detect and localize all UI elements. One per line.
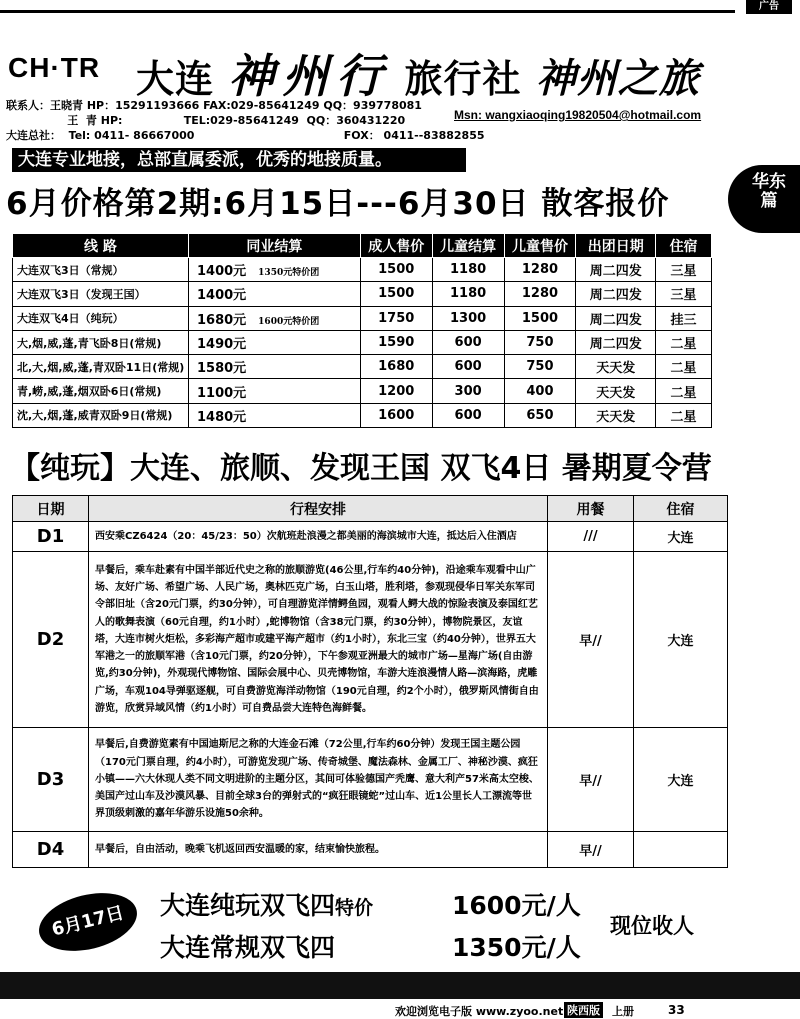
col-lodging: 住宿 [634, 496, 728, 522]
top-rule [0, 10, 735, 13]
contact-info [6, 98, 728, 143]
special-note: 1350元特价团 [258, 268, 320, 279]
brand-city: 大连 [136, 57, 215, 101]
route-cell: 大,烟,威,蓬,青飞卧8日(常规) [13, 330, 189, 354]
lodging-cell: 大连 [634, 552, 728, 728]
special-note: 1600元特价团 [258, 316, 320, 327]
itinerary-row [13, 522, 728, 552]
col-adult: 成人售价 [360, 234, 432, 258]
itinerary-table [12, 495, 728, 868]
onsite-note: 现位收人 [610, 914, 694, 938]
peer-price: 1100元 [196, 385, 247, 401]
child-peer-cell: 1180 [432, 282, 504, 306]
schedule-cell: 早餐后，自由活动，晚乘飞机返回西安温暖的家，结束愉快旅程。 [89, 832, 548, 868]
child-peer-cell: 1180 [432, 258, 504, 282]
brand-slogan: 神州之旅 [535, 55, 700, 102]
day-cell: D2 [13, 552, 89, 728]
promo-product-2: 大连常规双飞四 [160, 933, 336, 962]
price-title: 6月价格第2期:6月15日---6月30日 散客报价 [6, 186, 670, 222]
promo-section [0, 878, 800, 962]
contact-line-3: 大连总社： Tel: 0411- 86667000 FOX： 0411--83882855 [6, 129, 485, 142]
footer-volume: 上册 [612, 1005, 634, 1018]
promo-price-2: 1350元/人 [452, 933, 581, 962]
peer-price: 1580元 [196, 361, 247, 377]
table-row [13, 403, 712, 427]
promo-product-1: 大连纯玩双飞四 [160, 891, 336, 920]
peer-cell [188, 306, 360, 330]
promo-line-2 [160, 928, 335, 964]
col-child-peer: 儿童结算 [432, 234, 504, 258]
side-tab-label: 华东篇 [752, 172, 786, 211]
itinerary-row [13, 552, 728, 728]
peer-cell [188, 355, 360, 379]
child-cell: 750 [504, 330, 576, 354]
col-meal: 用餐 [548, 496, 634, 522]
route-cell: 大连双飞3日（常规） [13, 258, 189, 282]
route-cell: 大连双飞4日（纯玩） [13, 306, 189, 330]
child-peer-cell: 600 [432, 355, 504, 379]
child-peer-cell: 600 [432, 330, 504, 354]
lodging-cell: 大连 [634, 728, 728, 832]
itinerary-row [13, 832, 728, 868]
promo-price-1: 1600元/人 [452, 891, 581, 920]
child-peer-cell: 600 [432, 403, 504, 427]
brand-agency: 旅行社 [404, 57, 522, 101]
child-peer-cell: 300 [432, 379, 504, 403]
bottom-bar [0, 972, 800, 999]
footer-site[interactable]: 欢迎浏览电子版 www.zyoo.net [395, 1005, 564, 1018]
table-row [13, 258, 712, 282]
table-row [13, 355, 712, 379]
schedule-cell: 早餐后,自费游览素有中国迪斯尼之称的大连金石滩（72公里,行车约60分钟）发现王国主题公园（170元门票自理，约4小时），可游览发现广场、传奇城堡、魔法森林、金属工厂、神秘沙漠、疯狂小镇——六大休现人类不同文明进阶的主题分区，其间可体验德国产秃鹰、意大利产57米高太空梭、美国产过山车及沙漠风暴、目前全球3台的弹射式的“疯狂眼镜蛇”过山车、近1公里长人工漂流等世界顶级刺激的嘉年华游乐设施50余种。 [89, 728, 548, 832]
route-cell: 大连双飞3日（发现王国） [13, 282, 189, 306]
tour-title: 【纯玩】大连、旅顺、发现王国 双飞4日 暑期夏令营 [10, 451, 712, 486]
date-badge: 6月17日 [33, 884, 143, 961]
lodging-cell: 大连 [634, 522, 728, 552]
peer-cell [188, 330, 360, 354]
meal-cell: 早// [548, 832, 634, 868]
footer-edition: 陕西版 [564, 1002, 603, 1018]
peer-cell [188, 403, 360, 427]
stay-cell: 二星 [656, 355, 712, 379]
table-row [13, 379, 712, 403]
route-cell: 北,大,烟,威,蓬,青双卧11日(常规) [13, 355, 189, 379]
meal-cell: 早// [548, 552, 634, 728]
date-cell: 周二四发 [576, 258, 656, 282]
itinerary-row [13, 728, 728, 832]
peer-price: 1680元 [196, 312, 247, 328]
table-row [13, 282, 712, 306]
agency-header [6, 18, 728, 103]
contact-line-1: 联系人：王晓青 HP：15291193666 FAX:029-85641249 QQ：939778081 [6, 99, 422, 112]
peer-cell [188, 379, 360, 403]
child-cell: 750 [504, 355, 576, 379]
date-cell: 周二四发 [576, 306, 656, 330]
promo-line-1 [160, 886, 373, 922]
child-cell: 1280 [504, 282, 576, 306]
adult-cell: 1500 [360, 258, 432, 282]
brand-en: CH·TR [8, 52, 101, 83]
date-cell: 周二四发 [576, 330, 656, 354]
price-table [12, 233, 712, 428]
stay-cell: 三星 [656, 282, 712, 306]
brand-name [136, 40, 700, 106]
adult-cell: 1750 [360, 306, 432, 330]
peer-price: 1400元 [196, 264, 247, 280]
date-cell: 天天发 [576, 379, 656, 403]
child-cell: 1280 [504, 258, 576, 282]
child-cell: 400 [504, 379, 576, 403]
child-cell: 650 [504, 403, 576, 427]
adult-cell: 1590 [360, 330, 432, 354]
peer-price: 1480元 [196, 409, 247, 425]
date-cell: 周二四发 [576, 282, 656, 306]
page-number: 33 [668, 1003, 685, 1017]
date-cell: 天天发 [576, 403, 656, 427]
child-cell: 1500 [504, 306, 576, 330]
brand-logo-text: 神州行 [228, 49, 391, 103]
peer-price: 1490元 [196, 337, 247, 353]
lodging-cell [634, 832, 728, 868]
msn-link[interactable]: Msn: wangxiaoqing19820504@hotmail.com [454, 108, 702, 122]
route-cell: 青,崂,威,蓬,烟双卧6日(常规) [13, 379, 189, 403]
col-route: 线 路 [13, 234, 189, 258]
day-cell: D4 [13, 832, 89, 868]
ad-tag: 广告 [746, 0, 792, 14]
col-day: 日期 [13, 496, 89, 522]
route-cell: 沈,大,烟,蓬,威青双卧9日(常规) [13, 403, 189, 427]
col-stay: 住宿 [656, 234, 712, 258]
stay-cell: 三星 [656, 258, 712, 282]
slogan-banner: 大连专业地接，总部直属委派，优秀的地接质量。 [12, 148, 466, 172]
stay-cell: 挂三 [656, 306, 712, 330]
table-row [13, 330, 712, 354]
adult-cell: 1500 [360, 282, 432, 306]
col-child: 儿童售价 [504, 234, 576, 258]
table-row [13, 306, 712, 330]
stay-cell: 二星 [656, 330, 712, 354]
price-table-header [13, 234, 712, 258]
itinerary-header [13, 496, 728, 522]
schedule-cell: 西安乘CZ6424（20：45/23：50）次航班赴浪漫之都美丽的海滨城市大连，抵达后入住酒店 [89, 522, 548, 552]
page-footer [0, 1000, 800, 1019]
peer-price: 1400元 [196, 288, 247, 304]
contact-line-2: 王 青 HP: TEL:029-85641249 QQ：360431220 [6, 114, 406, 127]
child-peer-cell: 1300 [432, 306, 504, 330]
promo-special-tag: 特价 [335, 897, 374, 919]
stay-cell: 二星 [656, 379, 712, 403]
stay-cell: 二星 [656, 403, 712, 427]
schedule-cell: 早餐后，乘车赴素有中国半部近代史之称的旅顺游览(46公里,行车约40分钟)，沿途乘车观看中山广场、友好广场、希望广场、人民广场，奥林匹克广场，白玉山塔，胜利塔，参观现侵华日军关东军司令部旧址（含20元门票，约30分钟），可自理游览洋情鳄鱼园，观看人鳄大战的惊险表演及泰国红艺人的歌舞表演（60元自理，约1小时）,蛇博物馆（含38元门票，约30分钟），博物院景区，友谊塔，大连市树火炬松，多彩海产超市或建平海产超市（约1小时），东北三宝（约40分钟），世界五大军港之一的旅顺军港（含10元门票，约20分钟），下午参观亚洲最大的城市广场—星海广场(自由游览,约30分钟)，外观现代博物馆、国际会展中心、贝壳博物馆，车游大连浪漫情人路—滨海路，虎雕广场，车观104导弹驱逐舰，可自费游览海洋动物馆（190元自理，约2个小时），俄罗斯风情街自由游览，欣赏异域风情（约1小时）可自费品尝大连特色海鲜餐。 [89, 552, 548, 728]
col-date: 出团日期 [576, 234, 656, 258]
meal-cell: /// [548, 522, 634, 552]
day-cell: D3 [13, 728, 89, 832]
adult-cell: 1600 [360, 403, 432, 427]
col-peer: 同业结算 [188, 234, 360, 258]
date-cell: 天天发 [576, 355, 656, 379]
day-cell: D1 [13, 522, 89, 552]
adult-cell: 1200 [360, 379, 432, 403]
side-tab-east-china [728, 165, 800, 233]
meal-cell: 早// [548, 728, 634, 832]
peer-cell [188, 282, 360, 306]
adult-cell: 1680 [360, 355, 432, 379]
col-schedule: 行程安排 [89, 496, 548, 522]
peer-cell [188, 258, 360, 282]
